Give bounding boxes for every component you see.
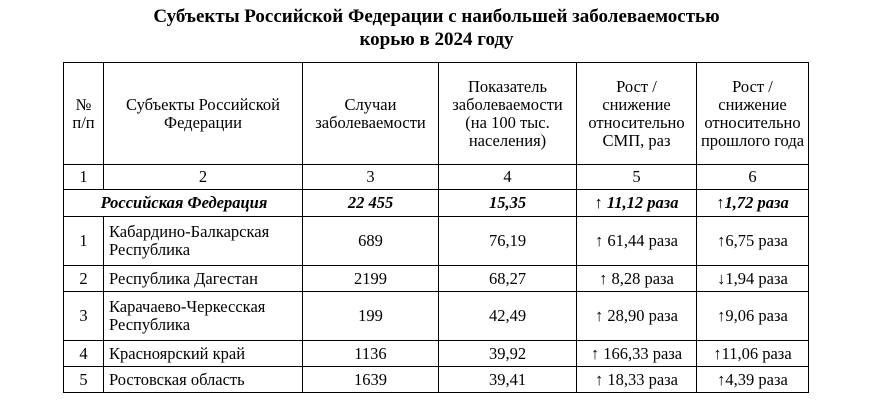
total-row <box>64 190 809 217</box>
row-subject: Ростовская область <box>104 367 303 393</box>
row-num: 3 <box>64 292 104 341</box>
row-num: 5 <box>64 367 104 393</box>
row-cases: 199 <box>303 292 439 341</box>
row-vs-smp: ↑ 166,33 раза <box>577 341 697 367</box>
header-vs-smp: Рост / снижение относительно СМП, раз <box>577 63 697 165</box>
row-rate: 68,27 <box>439 266 577 292</box>
measles-table <box>63 62 809 393</box>
column-number: 4 <box>439 165 577 190</box>
row-subject: Республика Дагестан <box>104 266 303 292</box>
row-rate: 42,49 <box>439 292 577 341</box>
row-rate: 39,92 <box>439 341 577 367</box>
row-rate: 76,19 <box>439 217 577 266</box>
row-cases: 2199 <box>303 266 439 292</box>
row-vs-prev: ↑9,06 раза <box>697 292 809 341</box>
row-subject: Кабардино-Балкарская Республика <box>104 217 303 266</box>
row-num: 2 <box>64 266 104 292</box>
row-vs-smp: ↑ 28,90 раза <box>577 292 697 341</box>
table-row <box>64 367 809 393</box>
table-row <box>64 266 809 292</box>
row-vs-prev: ↑6,75 раза <box>697 217 809 266</box>
header-vs-prev: Рост / снижение относительно прошлого года <box>697 63 809 165</box>
row-num: 4 <box>64 341 104 367</box>
row-vs-prev: ↑11,06 раза <box>697 341 809 367</box>
table-row <box>64 292 809 341</box>
row-subject: Карачаево-Черкесская Республика <box>104 292 303 341</box>
document-title <box>0 5 873 51</box>
table-row <box>64 217 809 266</box>
column-number: 1 <box>64 165 104 190</box>
header-row <box>64 63 809 165</box>
column-number: 2 <box>104 165 303 190</box>
column-number: 6 <box>697 165 809 190</box>
header-cases: Случаи заболеваемости <box>303 63 439 165</box>
row-cases: 1639 <box>303 367 439 393</box>
row-vs-smp: ↑ 8,28 раза <box>577 266 697 292</box>
header-num: № п/п <box>64 63 104 165</box>
title-line-2: корью в 2024 году <box>359 29 514 50</box>
row-vs-prev: ↓1,94 раза <box>697 266 809 292</box>
row-vs-smp: ↑ 18,33 раза <box>577 367 697 393</box>
total-name: Российская Федерация <box>64 190 303 217</box>
column-number: 3 <box>303 165 439 190</box>
table-row <box>64 341 809 367</box>
total-vs-prev: ↑1,72 раза <box>697 190 809 217</box>
row-vs-smp: ↑ 61,44 раза <box>577 217 697 266</box>
header-rate: Показатель заболеваемости (на 100 тыс. населения) <box>439 63 577 165</box>
row-num: 1 <box>64 217 104 266</box>
column-number-row <box>64 165 809 190</box>
column-number: 5 <box>577 165 697 190</box>
total-rate: 15,35 <box>439 190 577 217</box>
header-subject: Субъекты Российской Федерации <box>104 63 303 165</box>
row-vs-prev: ↑4,39 раза <box>697 367 809 393</box>
row-cases: 1136 <box>303 341 439 367</box>
title-line-1: Субъекты Российской Федерации с наибольшей заболеваемостью <box>153 6 720 27</box>
total-vs-smp: ↑ 11,12 раза <box>577 190 697 217</box>
row-subject: Красноярский край <box>104 341 303 367</box>
total-cases: 22 455 <box>303 190 439 217</box>
row-cases: 689 <box>303 217 439 266</box>
row-rate: 39,41 <box>439 367 577 393</box>
